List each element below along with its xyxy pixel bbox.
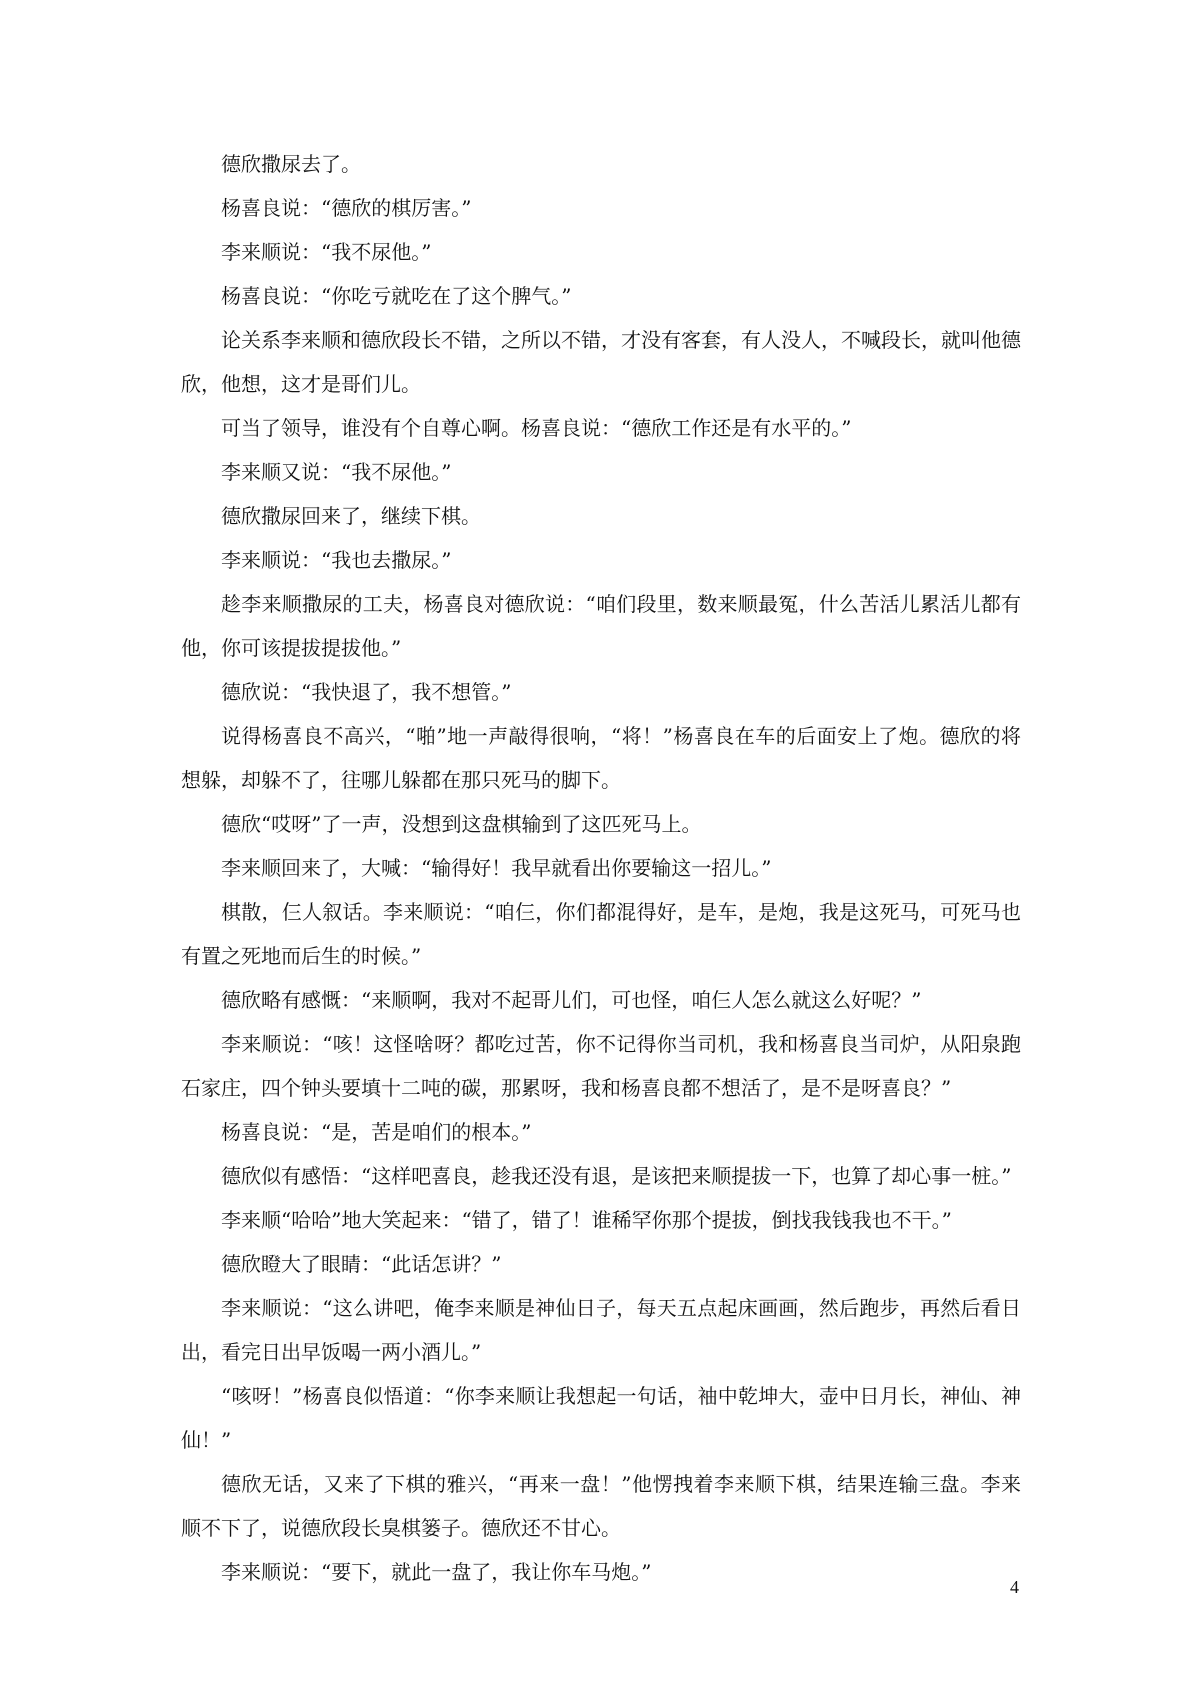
paragraph: 杨喜良说：“德欣的棋厉害。” — [221, 196, 472, 220]
paragraph: 德欣瞪大了眼睛：“此话怎讲？” — [221, 1252, 502, 1276]
paragraph: 说得杨喜良不高兴，“啪”地一声敲得很响，“将！”杨喜良在车的后面安上了炮。德欣的将想躲，却躲不了，往哪儿躲都在那只死马的脚下。 — [181, 724, 1021, 792]
paragraph: 李来顺说：“我不尿他。” — [221, 240, 432, 264]
paragraph: 德欣无话，又来了下棋的雅兴，“再来一盘！”他愣拽着李来顺下棋，结果连输三盘。李来顺不下了，说德欣段长臭棋篓子。德欣还不甘心。 — [181, 1472, 1021, 1540]
paragraph: 德欣“哎呀”了一声，没想到这盘棋输到了这匹死马上。 — [221, 812, 702, 836]
paragraph: 德欣似有感悟：“这样吧喜良，趁我还没有退，是该把来顺提拔一下，也算了却心事一桩。” — [221, 1164, 1012, 1188]
paragraph: 李来顺“哈哈”地大笑起来：“错了，错了！谁稀罕你那个提拔，倒找我钱我也不干。” — [221, 1208, 952, 1232]
page-number: 4 — [1010, 1577, 1019, 1597]
paragraph: 李来顺又说：“我不尿他。” — [221, 460, 452, 484]
paragraph: 杨喜良说：“是，苦是咱们的根本。” — [221, 1120, 532, 1144]
paragraph: 李来顺说：“要下，就此一盘了，我让你车马炮。” — [221, 1560, 652, 1584]
paragraph: 杨喜良说：“你吃亏就吃在了这个脾气。” — [221, 284, 572, 308]
paragraph: 李来顺回来了，大喊：“输得好！我早就看出你要输这一招儿。” — [221, 856, 772, 880]
paragraph: 德欣说：“我快退了，我不想管。” — [221, 680, 512, 704]
paragraph: 李来顺说：“这么讲吧，俺李来顺是神仙日子，每天五点起床画画，然后跑步，再然后看日出，看完日出早饭喝一两小酒儿。” — [181, 1296, 1021, 1364]
paragraph: 论关系李来顺和德欣段长不错，之所以不错，才没有客套，有人没人，不喊段长，就叫他德欣，他想，这才是哥们儿。 — [181, 328, 1021, 396]
paragraph: 趁李来顺撒尿的工夫，杨喜良对德欣说：“咱们段里，数来顺最冤，什么苦活儿累活儿都有他，你可该提拔提拔他。” — [181, 592, 1021, 660]
paragraph: 德欣撒尿去了。 — [221, 152, 361, 176]
paragraph: 德欣撒尿回来了，继续下棋。 — [221, 504, 481, 528]
paragraph: “咳呀！”杨喜良似悟道：“你李来顺让我想起一句话，袖中乾坤大，壶中日月长，神仙、神仙！” — [181, 1384, 1021, 1452]
paragraph: 德欣略有感慨：“来顺啊，我对不起哥儿们，可也怪，咱仨人怎么就这么好呢？” — [221, 988, 922, 1012]
paragraph: 可当了领导，谁没有个自尊心啊。杨喜良说：“德欣工作还是有水平的。” — [221, 416, 852, 440]
paragraph: 李来顺说：“我也去撒尿。” — [221, 548, 452, 572]
paragraph: 李来顺说：“咳！这怪啥呀？都吃过苦，你不记得你当司机，我和杨喜良当司炉，从阳泉跑石家庄，四个钟头要填十二吨的碳，那累呀，我和杨喜良都不想活了，是不是呀喜良？” — [181, 1032, 1021, 1100]
paragraph: 棋散，仨人叙话。李来顺说：“咱仨，你们都混得好，是车，是炮，我是这死马，可死马也有置之死地而后生的时候。” — [181, 900, 1021, 968]
story-text — [181, 142, 1021, 1594]
